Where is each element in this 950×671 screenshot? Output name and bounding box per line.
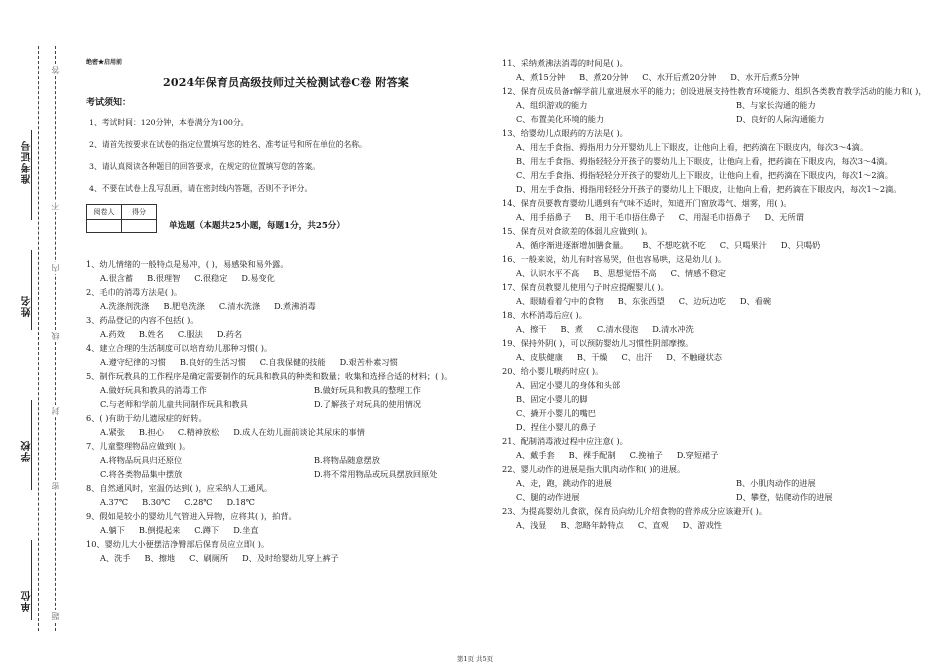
question-stem: 1、幼儿情绪的一般特点是易冲，( )，易感染和易外露。 (86, 259, 289, 269)
option: D、水开后煮5分钟 (730, 72, 800, 82)
option: B、煮20分钟 (579, 72, 629, 82)
fill-line (31, 540, 32, 620)
question-stem: 16、一般来说，幼儿有时容易哭，但也容易哄，这是幼儿( )。 (502, 254, 727, 264)
option: C、情感不稳定 (670, 268, 726, 278)
question-stem: 6、( )有助于幼儿遗尿症的好转。 (86, 413, 207, 423)
option: C、水开后煮20分钟 (642, 72, 717, 82)
option: B.担心 (138, 427, 164, 437)
option-row (502, 448, 922, 462)
question-stem: 22、婴儿动作的进展是指大肌肉动作和( )的进展。 (502, 464, 686, 474)
seal-mark: 封 (51, 407, 60, 415)
question (502, 280, 922, 308)
question (86, 439, 486, 481)
option: C、刷厕所 (189, 553, 229, 563)
page-number: 第1页 共5页 (456, 655, 494, 663)
question-stem: 11、采纳煮沸法消毒的时间是( )。 (502, 58, 628, 68)
question-stem: 3、药品登记的内容不包括( )。 (86, 315, 199, 325)
option: C.自我保健的技能 (259, 357, 326, 367)
option: A.将物品玩具归还原位 (100, 455, 183, 465)
option: A、皮肤健康 (516, 352, 563, 362)
notice-item: 3、请认真阅读各种题目的回答要求，在规定的位置填写您的答案。 (89, 162, 321, 171)
fill-line (31, 130, 32, 220)
notice-item: 2、请首先按要求在试卷的指定位置填写您的姓名、准考证号和所在单位的名称。 (89, 140, 367, 149)
option: D.了解孩子对玩具的使用情况 (313, 399, 422, 409)
option: C、直观 (637, 520, 669, 530)
option: B、擦地 (144, 553, 176, 563)
label-name: 姓名 (22, 295, 33, 317)
question-stem: 8、自然通风时，室温仍达到( )，应采纳人工通风。 (86, 483, 273, 493)
option: A.很含蓄 (100, 273, 134, 283)
option: C、只喝果汁 (719, 240, 767, 250)
option: D、不触碰状态 (666, 352, 722, 362)
option: A、用手捂鼻子 (516, 212, 572, 222)
question-stem: 18、水杯消毒后应( )。 (502, 310, 587, 320)
option-row (86, 523, 486, 537)
question-stem: 4、建立合理的生活制度可以培育幼儿那种习惯( )。 (86, 343, 273, 353)
option-row (86, 425, 486, 439)
question (502, 462, 922, 504)
question (502, 308, 922, 336)
score-row (86, 204, 486, 233)
option-row (502, 98, 922, 112)
question-stem: 9、假如是较小的婴幼儿气管进入异物，应将其( )，拍背。 (86, 511, 297, 521)
question (502, 126, 922, 196)
question-stem: 21、配制消毒液过程中应注意( )。 (502, 436, 628, 446)
option: A、擦干 (516, 324, 547, 334)
option: B、思想觉悟不高 (593, 268, 657, 278)
option-row (502, 322, 922, 336)
notice-list (86, 114, 486, 198)
question-stem: 20、给小婴儿喂药时应( )。 (502, 366, 604, 376)
option: A、认识水平不高 (516, 268, 580, 278)
reviewer-cell[interactable] (87, 220, 122, 233)
option: D.易变化 (241, 273, 275, 283)
option: A.药效 (100, 329, 125, 339)
option: A.遵守纪律的习惯 (100, 357, 166, 367)
seal-line-inner (38, 46, 39, 631)
option: D、及时给婴幼儿穿上裤子 (242, 553, 339, 563)
option: D、良好的人际沟通能力 (735, 114, 825, 124)
question (502, 252, 922, 280)
option-line: B、固定小婴儿的脚 (516, 394, 588, 404)
label-exam-number: 准考证号 (22, 140, 33, 184)
option: A.紧张 (100, 427, 125, 437)
option: D.将不常用物品或玩具摆放回原处 (313, 469, 438, 479)
question-stem: 10、婴幼儿大小便摆洁净臀部后保育员应立即( )。 (86, 539, 270, 549)
question (86, 537, 486, 565)
question (86, 509, 486, 537)
fill-line (31, 400, 32, 490)
question-stem: 15、保育员对食欲差的体弱儿应做到( )。 (502, 226, 653, 236)
seal-mark: 线 (51, 332, 60, 340)
option-row (86, 495, 486, 509)
option-row (86, 271, 486, 285)
question-list-right (502, 56, 927, 532)
option: A、浅显 (516, 520, 547, 530)
score-table (86, 204, 157, 233)
option: B、忽略年龄特点 (560, 520, 624, 530)
option: D、游戏性 (682, 520, 722, 530)
question (502, 56, 922, 84)
seal-mark: 不 (51, 202, 60, 210)
question-stem: 13、给婴幼儿点眼药的方法是( )。 (502, 128, 628, 138)
option-row (502, 70, 922, 84)
secret-mark: 绝密★启用前 (86, 59, 123, 66)
option-paragraph: B、用左手食指、拇指轻轻分开孩子的婴幼儿上下眼皮，让他向上看，把药滴在下眼皮内，每次3～4滴。 (516, 156, 893, 166)
question (86, 341, 486, 369)
question-stem: 7、儿童整理物品应做到( )。 (86, 441, 191, 451)
notice-heading: 考试须知： (86, 98, 132, 108)
question-stem: 17、保育员教婴儿使用勺子时应提醒婴儿( )。 (502, 282, 669, 292)
option: D、只喝奶 (780, 240, 821, 250)
option-row (502, 490, 922, 504)
option: A.躺下 (100, 525, 125, 535)
option-line: A、固定小婴儿的身体和头部 (516, 380, 621, 390)
question (502, 336, 922, 364)
option: C.清水洗涤 (218, 301, 261, 311)
option: C、布置美化环境的能力 (516, 114, 605, 124)
section-title: 单选题（本题共25小题，每题1分，共25分） (169, 221, 345, 231)
option: A.做好玩具和教具的消毒工作 (100, 385, 207, 395)
seal-mark: 题 (51, 612, 60, 620)
score-cell[interactable] (122, 220, 157, 233)
option: A、戴手套 (516, 450, 555, 460)
option: D、看碗 (739, 296, 772, 306)
reviewer-header: 阅卷人 (87, 205, 122, 220)
option: A、走，跑，跳动作的进展 (516, 478, 612, 488)
option: A.洗涤剂洗涤 (100, 301, 150, 311)
option: C.28℃ (184, 497, 213, 507)
label-school: 学校 (22, 440, 33, 462)
option-paragraph: D、用左手食指、拇指用轻轻分开孩子的婴幼儿上下眼皮，让他向上看，把药滴在下眼皮内，每次1～2滴。 (516, 184, 902, 194)
option-row (86, 299, 486, 313)
option-row (502, 294, 922, 308)
option: C.将各类物品集中摆放 (100, 469, 183, 479)
option-row (86, 355, 486, 369)
option-row (502, 476, 922, 490)
seal-mark: 密 (51, 482, 60, 490)
question-stem: 19、保持外阴( )，可以预防婴幼儿习惯性阴部摩擦。 (502, 338, 694, 348)
question-list-left (86, 257, 486, 565)
option: D.煮沸消毒 (274, 301, 316, 311)
score-header: 得分 (122, 205, 157, 220)
option: A、组织游戏的能力 (516, 100, 588, 110)
option: D、攀登，钻爬动作的进展 (735, 492, 833, 502)
question (502, 434, 922, 462)
option: B、干燥 (576, 352, 608, 362)
option: A、煮15分钟 (516, 72, 566, 82)
question-stem: 12、保育员成员备r解学前儿童进展水平的能力；创设进展支持性教育环境能力、组织各类教育教学活动的能力和( )， (502, 86, 927, 96)
page-title: 2024年保育员高级技师过关检测试卷C卷 附答案 (163, 76, 409, 89)
option: A、洗手 (100, 553, 131, 563)
option-row (502, 518, 922, 532)
notice-item: 4、不要在试卷上乱写乱画，请在密封线内答题，否则不予评分。 (89, 184, 313, 193)
option-line: D、捏住小婴儿的鼻子 (516, 422, 597, 432)
option: C、用湿毛巾捂鼻子 (678, 212, 751, 222)
question (86, 481, 486, 509)
option-paragraph: A、用左手食指、拇指用力分开婴幼儿上下眼皮，让他向上看，把药滴在下眼皮内，每次3～4滴。 (516, 142, 869, 152)
option: B、小肌肉动作的进展 (735, 478, 816, 488)
option: B.倒提起来 (138, 525, 181, 535)
option-row (502, 210, 922, 224)
option-line: C、撬开小婴儿的嘴巴 (516, 408, 596, 418)
seal-mark: 答 (51, 66, 60, 74)
option-row (86, 397, 486, 411)
option: B、与家长沟通的能力 (735, 100, 816, 110)
option-row (86, 551, 486, 565)
option: C.精神放松 (177, 427, 220, 437)
option-row (86, 383, 486, 397)
option-row (86, 467, 486, 481)
question (502, 224, 922, 252)
question-stem: 14、保育员要教育婴幼儿遇到有气味不适时，知道开门窗放毒气、烟雾，用( )。 (502, 198, 792, 208)
question (86, 369, 486, 411)
option: B、用干毛巾捂住鼻子 (585, 212, 665, 222)
option: B.肥皂洗涤 (163, 301, 205, 311)
seal-mark: 内 (51, 264, 60, 272)
question-stem: 2、毛巾的消毒方法是( )。 (86, 287, 183, 297)
question (502, 364, 922, 434)
question (86, 411, 486, 439)
option: C.蹲下 (194, 525, 220, 535)
option: D.清水冲洗 (652, 324, 694, 334)
option: C、出汗 (621, 352, 653, 362)
option-row (86, 453, 486, 467)
right-column (502, 56, 927, 532)
option: C.与老师和学前儿童共同制作玩具和教具 (100, 399, 248, 409)
binding-strip (0, 0, 70, 671)
option: D.成人在幼儿面前谈论其尿床的事情 (233, 427, 365, 437)
option-row (502, 350, 922, 364)
notice-item: 1、考试时间：120分钟，本卷满分为100分。 (89, 118, 249, 127)
option: C.清水侵泡 (596, 324, 639, 334)
option: B.姓名 (138, 329, 164, 339)
question-stem: 5、制作玩教具的工作程序是确定需要制作的玩具和教具的种类和数量；收集和选择合适的材料；( )。 (86, 371, 453, 381)
label-unit: 单位 (22, 590, 33, 612)
option: B.很理智 (147, 273, 181, 283)
question (86, 257, 486, 285)
option: D.穿短裙子 (676, 450, 719, 460)
option: B、东张西望 (617, 296, 665, 306)
option-row (86, 327, 486, 341)
option: A、眼睛看着勺中的食物 (516, 296, 604, 306)
question (86, 285, 486, 313)
option-row (502, 238, 922, 252)
option: B、不想吃就不吃 (642, 240, 706, 250)
option: B.30℃ (142, 497, 171, 507)
option: C.服法 (177, 329, 203, 339)
option: A.37℃ (100, 497, 129, 507)
option-row (502, 112, 922, 126)
option: C、腿的动作进展 (516, 492, 580, 502)
option: B、裸手配制 (568, 450, 616, 460)
option: D.坐直 (233, 525, 259, 535)
option: D.18℃ (226, 497, 255, 507)
option-paragraph: C、用左手食指、拇指轻轻分开孩子的婴幼儿上下眼皮，让他向上看，把药滴在下眼皮内，每次1～2滴。 (516, 170, 893, 180)
left-column (86, 56, 486, 565)
question (502, 196, 922, 224)
option: A、循序渐进逐渐增加膳食量。 (516, 240, 629, 250)
question (502, 504, 922, 532)
option-row (502, 266, 922, 280)
option: D.艰苦朴素习惯 (339, 357, 398, 367)
option: D.药名 (216, 329, 243, 339)
fill-line (31, 250, 32, 330)
option: C.挽袖子 (629, 450, 663, 460)
option: D、无所谓 (764, 212, 804, 222)
option: C、边玩边吃 (678, 296, 726, 306)
question-stem: 23、为提高婴幼儿食欲，保育员向幼儿介绍食物的营养成分应该避开( )。 (502, 506, 768, 516)
option: B.良好的生活习惯 (179, 357, 246, 367)
option: C.很稳定 (194, 273, 228, 283)
question (502, 84, 927, 126)
option: B.做好玩具和教具的整理工作 (313, 385, 421, 395)
question (86, 313, 486, 341)
option: B、煮 (560, 324, 583, 334)
option: B.将物品随意摆放 (313, 455, 380, 465)
